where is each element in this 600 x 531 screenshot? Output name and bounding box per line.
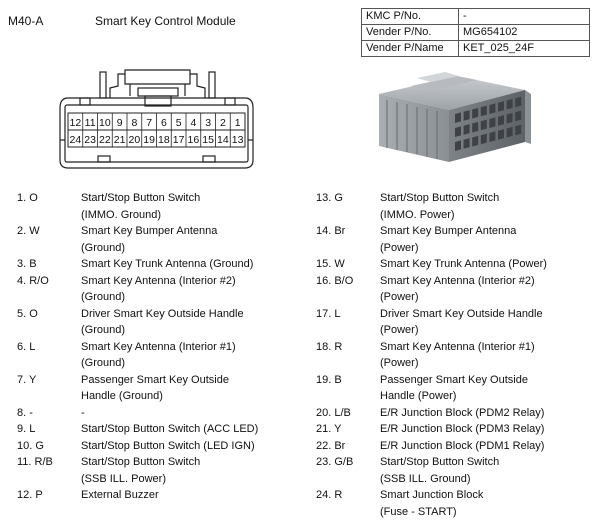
pin-description-cont: Handle (Power) [380, 390, 457, 402]
pin-number: 10 [99, 117, 111, 129]
pin-label: 3. B [17, 258, 37, 270]
pin-number: 24 [69, 134, 82, 146]
cavity [507, 99, 513, 110]
pin-entry [17, 454, 297, 487]
pin-number: 4 [190, 117, 197, 129]
pin-number: 12 [69, 117, 82, 129]
cavity [472, 122, 478, 133]
pin-entry [316, 487, 596, 520]
cavity [507, 127, 513, 138]
pin-number: 5 [175, 117, 182, 129]
pin-label: 21. Y [316, 423, 342, 435]
cavity [455, 140, 461, 151]
pin-entry [17, 190, 297, 223]
pin-label: 7. Y [17, 373, 37, 386]
pin-description-cont: (Power) [380, 291, 419, 303]
cavity [455, 112, 461, 123]
pin-label: 10. G [17, 439, 44, 452]
pin-number: 23 [84, 134, 96, 146]
pin-entry [316, 339, 596, 372]
pin-entry [17, 487, 297, 504]
cavity [515, 125, 521, 136]
pin-label: 13. G [316, 192, 343, 204]
pin-description: Smart Key Antenna (Interior #2) [81, 274, 236, 287]
connector-id: M40-A [8, 14, 44, 28]
pin-label: 17. L [316, 307, 341, 320]
cavity [455, 126, 461, 137]
pin-description-cont: (SSB ILL. Power) [81, 472, 166, 485]
pin-label: 2. W [17, 225, 40, 237]
pin-entry [17, 306, 297, 339]
cavity [489, 131, 495, 142]
pin-number: 6 [160, 117, 167, 129]
pin-entry [17, 339, 297, 372]
pin-description-cont: (Ground) [81, 291, 126, 303]
pin-description: Start/Stop Button Switch [380, 192, 500, 204]
pin-description: E/R Junction Block (PDM1 Relay) [380, 439, 545, 452]
cavity [498, 101, 504, 112]
pin-entry [17, 405, 297, 422]
table-row [362, 41, 590, 57]
pin-label: 20. L/B [316, 406, 351, 419]
cavity [498, 115, 504, 126]
pin-label: 19. B [316, 373, 342, 386]
pin-description: Smart Key Antenna (Interior #1) [81, 340, 236, 353]
pin-entry [316, 454, 596, 487]
pin-description-cont: (Ground) [81, 324, 126, 336]
pin-entry [17, 256, 297, 273]
pin-label: 6. L [17, 340, 36, 353]
pin-description: E/R Junction Block (PDM2 Relay) [380, 406, 545, 419]
pin-description-cont: (Power) [380, 357, 419, 369]
cavity [464, 124, 470, 135]
pin-entry [17, 223, 297, 256]
table-cell-label: Vender P/Name [362, 41, 459, 57]
pin-description-cont: Handle (Ground) [81, 390, 163, 402]
table-cell-value: - [459, 9, 590, 25]
pin-entry [17, 273, 297, 306]
pin-label: 18. R [316, 340, 343, 353]
pin-label: 11. R/B [17, 456, 53, 468]
cavity [515, 97, 521, 108]
table-cell-value: KET_025_24F [459, 41, 590, 57]
table-row [362, 9, 590, 25]
pin-description: Smart Key Trunk Antenna (Ground) [81, 258, 254, 270]
pin-entry [17, 372, 297, 405]
pin-description: Driver Smart Key Outside Handle [380, 307, 543, 320]
cavity [507, 113, 513, 124]
pin-description-cont: (Power) [380, 324, 419, 336]
pin-entry [316, 223, 596, 256]
pin-label: 15. W [316, 258, 345, 270]
pin-number: 21 [113, 134, 126, 146]
pin-number: 14 [217, 134, 229, 146]
pin-description: Passenger Smart Key Outside [380, 373, 528, 386]
pin-description: External Buzzer [81, 489, 159, 501]
connector-photo [365, 70, 560, 170]
pin-entry [316, 405, 596, 422]
table-cell-label: Vender P/No. [362, 25, 459, 41]
pin-description: Start/Stop Button Switch (ACC LED) [81, 423, 259, 435]
cavity [472, 136, 478, 147]
pin-entry [316, 273, 596, 306]
pin-entry [316, 438, 596, 455]
pin-number: 22 [99, 134, 111, 146]
pin-description: Start/Stop Button Switch [81, 456, 201, 468]
pin-description-cont: (IMMO. Ground) [81, 208, 162, 221]
pin-entry [316, 372, 596, 405]
pin-entry [316, 256, 596, 273]
pin-description-cont: (Fuse - START) [380, 505, 457, 518]
pin-number: 20 [128, 134, 141, 146]
pin-label: 22. Br [316, 439, 346, 452]
pin-label: 1. O [17, 192, 38, 204]
pin-description: Start/Stop Button Switch (LED IGN) [81, 439, 255, 452]
pin-description: Smart Key Trunk Antenna (Power) [380, 258, 547, 270]
pin-entry [17, 421, 297, 438]
pin-number: 15 [202, 134, 214, 146]
pin-entry [316, 421, 596, 438]
pin-label: 9. L [17, 423, 36, 435]
cavity [464, 138, 470, 149]
cavity [472, 108, 478, 119]
pin-description: Smart Key Bumper Antenna [380, 225, 517, 237]
pin-label: 8. - [17, 406, 33, 419]
cavity [481, 120, 487, 131]
pin-entry [17, 438, 297, 455]
cavity [498, 129, 504, 140]
page-title: Smart Key Control Module [95, 14, 236, 28]
pin-description: E/R Junction Block (PDM3 Relay) [380, 423, 545, 435]
pin-description: Start/Stop Button Switch [380, 456, 500, 468]
pin-label: 16. B/O [316, 274, 354, 287]
pin-number: 8 [131, 117, 138, 129]
part-number-table [361, 8, 590, 57]
cavity [481, 134, 487, 145]
pin-description-cont: (Ground) [81, 357, 126, 369]
pin-label: 12. P [17, 489, 43, 501]
cavity [464, 110, 470, 121]
pin-number: 1 [234, 117, 241, 129]
connector-face-diagram [0, 0, 300, 175]
pin-label: 23. G/B [316, 456, 354, 468]
pin-description-cont: (Power) [380, 241, 419, 254]
pin-description: Driver Smart Key Outside Handle [81, 307, 244, 320]
pin-description: Start/Stop Button Switch [81, 192, 201, 204]
pin-description: Passenger Smart Key Outside [81, 373, 229, 386]
pin-entry [316, 190, 596, 223]
pin-number: 7 [146, 117, 153, 129]
pin-description: Smart Key Antenna (Interior #2) [380, 274, 535, 287]
cavity [489, 117, 495, 128]
table-cell-value: MG654102 [459, 25, 590, 41]
pin-description: - [81, 406, 85, 419]
pin-description: Smart Junction Block [380, 489, 484, 501]
pin-description-cont: (SSB ILL. Ground) [380, 472, 471, 485]
pin-number: 17 [172, 134, 185, 146]
pin-label: 5. O [17, 307, 38, 320]
table-cell-label: KMC P/No. [362, 9, 459, 25]
pin-number: 2 [219, 117, 226, 129]
pin-label: 24. R [316, 489, 343, 501]
pin-description-cont: (Ground) [81, 241, 126, 254]
table-row [362, 25, 590, 41]
pin-number: 13 [231, 134, 244, 146]
pin-number: 9 [116, 117, 123, 129]
cavity [481, 106, 487, 117]
pin-description: Smart Key Antenna (Interior #1) [380, 340, 535, 353]
pin-entry [316, 306, 596, 339]
cavity [515, 111, 521, 122]
pin-description-cont: (IMMO. Power) [380, 208, 455, 221]
pin-description: Smart Key Bumper Antenna [81, 225, 218, 237]
pin-number: 11 [84, 117, 96, 129]
pin-label: 4. R/O [17, 274, 49, 287]
pin-number: 3 [205, 117, 212, 129]
pin-number: 18 [158, 134, 170, 146]
pin-label: 14. Br [316, 225, 346, 237]
cavity [489, 103, 495, 114]
pin-number: 19 [143, 134, 155, 146]
pin-number: 16 [187, 134, 200, 146]
